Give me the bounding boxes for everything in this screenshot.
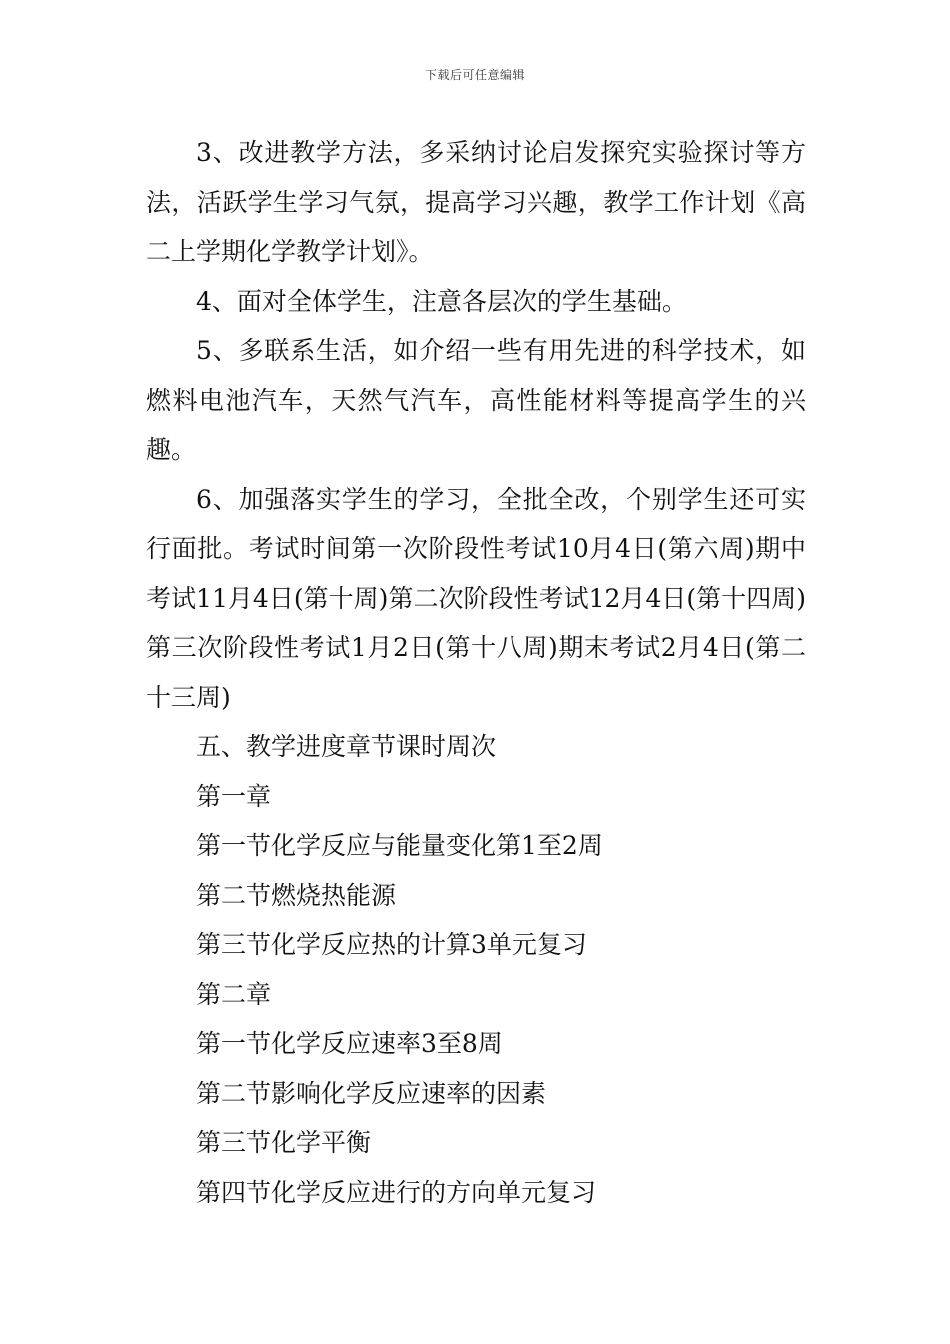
chapter-1-section-3: 第三节化学反应热的计算3单元复习 <box>196 930 587 959</box>
chapter-2-section-4: 第四节化学反应进行的方向单元复习 <box>196 1177 597 1207</box>
chapter-2-section-1: 第一节化学反应速率3至8周 <box>196 1029 503 1058</box>
chapter-2-section-2: 第二节影响化学反应速率的因素 <box>196 1078 547 1108</box>
document-body <box>146 128 806 1217</box>
page-header: 下载后可任意编辑 <box>424 68 525 82</box>
chapter-2-section-3: 第三节化学平衡 <box>196 1128 372 1157</box>
chapter-1-section-2: 第二节燃烧热能源 <box>196 880 397 910</box>
section-heading-progress: 五、教学进度章节课时周次 <box>196 732 497 761</box>
chapter-1-heading: 第一章 <box>196 781 272 811</box>
paragraph-method: 3、改进教学方法，多采纳讨论启发探究实验探讨等方法，活跃学生学习气氛，提高学习兴趣，教学工作计划《高二上学期化学教学计划》。 <box>146 138 806 266</box>
paragraph-life-connection: 5、多联系生活，如介绍一些有用先进的科学技术，如燃料电池汽车，天然气汽车，高性能材料等提高学生的兴趣。 <box>146 336 806 464</box>
paragraph-all-students: 4、面对全体学生，注意各层次的学生基础。 <box>196 286 687 316</box>
paragraph-exam-schedule: 6、加强落实学生的学习，全批全改，个别学生还可实行面批。考试时间第一次阶段性考试10月4日(第六周)期中考试11月4日(第十周)第二次阶段性考试12月4日(第十四周)第三次阶段性考试1月2日(第十八周)期末考试2月4日(第二十三周) <box>146 484 806 712</box>
chapter-2-heading: 第二章 <box>196 979 272 1009</box>
chapter-1-section-1: 第一节化学反应与能量变化第1至2周 <box>196 831 603 860</box>
